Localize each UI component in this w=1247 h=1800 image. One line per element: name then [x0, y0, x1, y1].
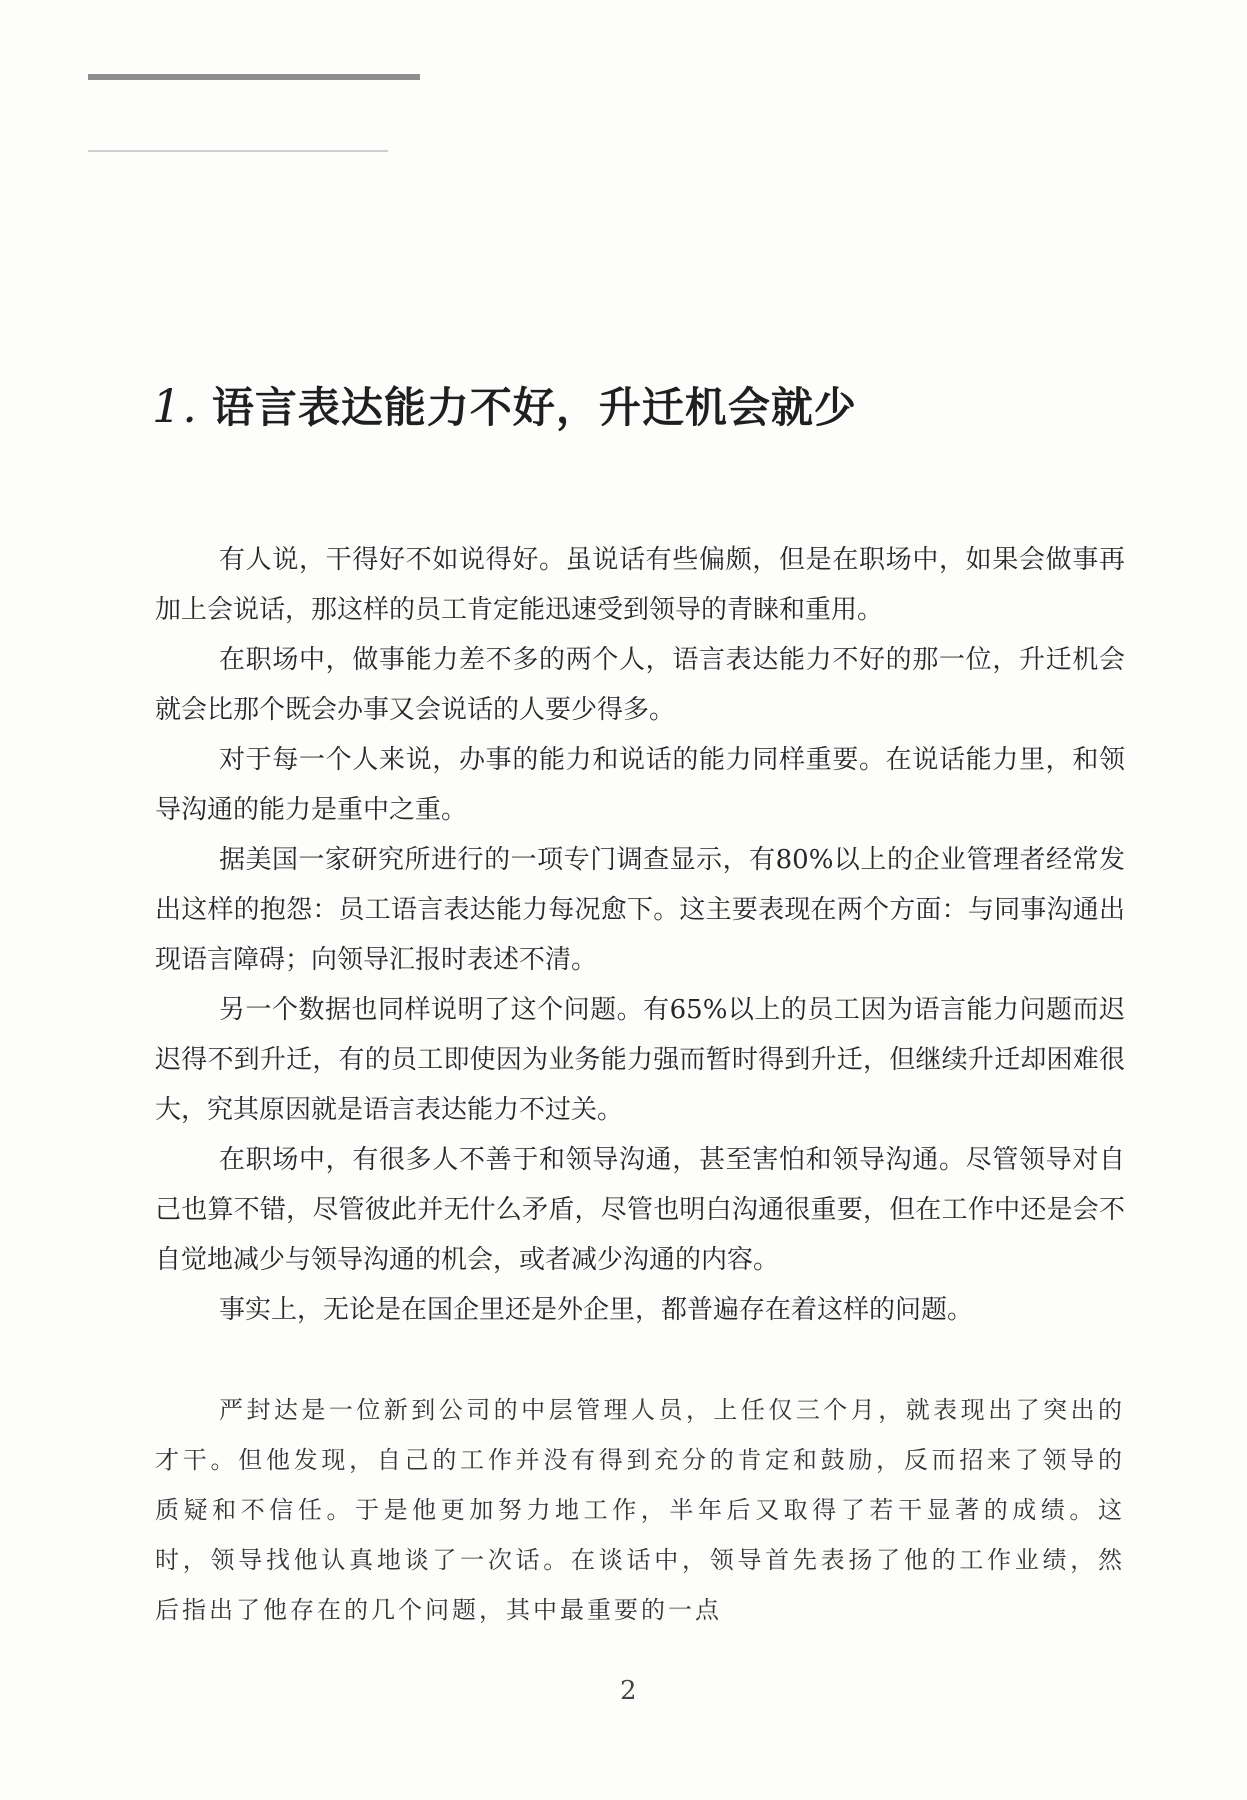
page-number: 2: [620, 1676, 637, 1706]
paragraph: 另一个数据也同样说明了这个问题。有65%以上的员工因为语言能力问题而迟迟得不到升迁，有的员工即使因为业务能力强而暂时得到升迁，但继续升迁却困难很大，究其原因就是语言表达能力不过关。: [155, 995, 1125, 1125]
paragraph: 据美国一家研究所进行的一项专门调查显示，有80%以上的企业管理者经常发出这样的抱怨：员工语言表达能力每况愈下。这主要表现在两个方面：与同事沟通出现语言障碍；向领导汇报时表述不清。: [155, 845, 1125, 975]
header-rule-thick: [88, 74, 420, 80]
body-text: [155, 535, 1125, 1335]
section-number: 1.: [152, 379, 198, 433]
paragraph: 事实上，无论是在国企里还是外企里，都普遍存在着这样的问题。: [219, 1295, 974, 1325]
paragraph: 在职场中，做事能力差不多的两个人，语言表达能力不好的那一位，升迁机会就会比那个既会办事又会说话的人要少得多。: [155, 645, 1125, 725]
section-heading: [152, 376, 1152, 438]
section-title: 语言表达能力不好，升迁机会就少: [211, 383, 857, 432]
case-story: [155, 1385, 1125, 1635]
story-paragraph: 严封达是一位新到公司的中层管理人员，上任仅三个月，就表现出了突出的才干。但他发现，自己的工作并没有得到充分的肯定和鼓励，反而招来了领导的质疑和不信任。于是他更加努力地工作，半年后又取得了若干显著的成绩。这时，领导找他认真地谈了一次话。在谈话中，领导首先表扬了他的工作业绩，然后指出了他存在的几个问题，其中最重要的一点: [155, 1396, 1125, 1624]
paragraph: 在职场中，有很多人不善于和领导沟通，甚至害怕和领导沟通。尽管领导对自己也算不错，尽管彼此并无什么矛盾，尽管也明白沟通很重要，但在工作中还是会不自觉地减少与领导沟通的机会，或者减少沟通的内容。: [155, 1145, 1125, 1275]
paragraph: 有人说，干得好不如说得好。虽说话有些偏颇，但是在职场中，如果会做事再加上会说话，那这样的员工肯定能迅速受到领导的青睐和重用。: [155, 545, 1125, 625]
paragraph: 对于每一个人来说，办事的能力和说话的能力同样重要。在说话能力里，和领导沟通的能力是重中之重。: [155, 745, 1125, 825]
header-rule-thin: [88, 150, 388, 152]
